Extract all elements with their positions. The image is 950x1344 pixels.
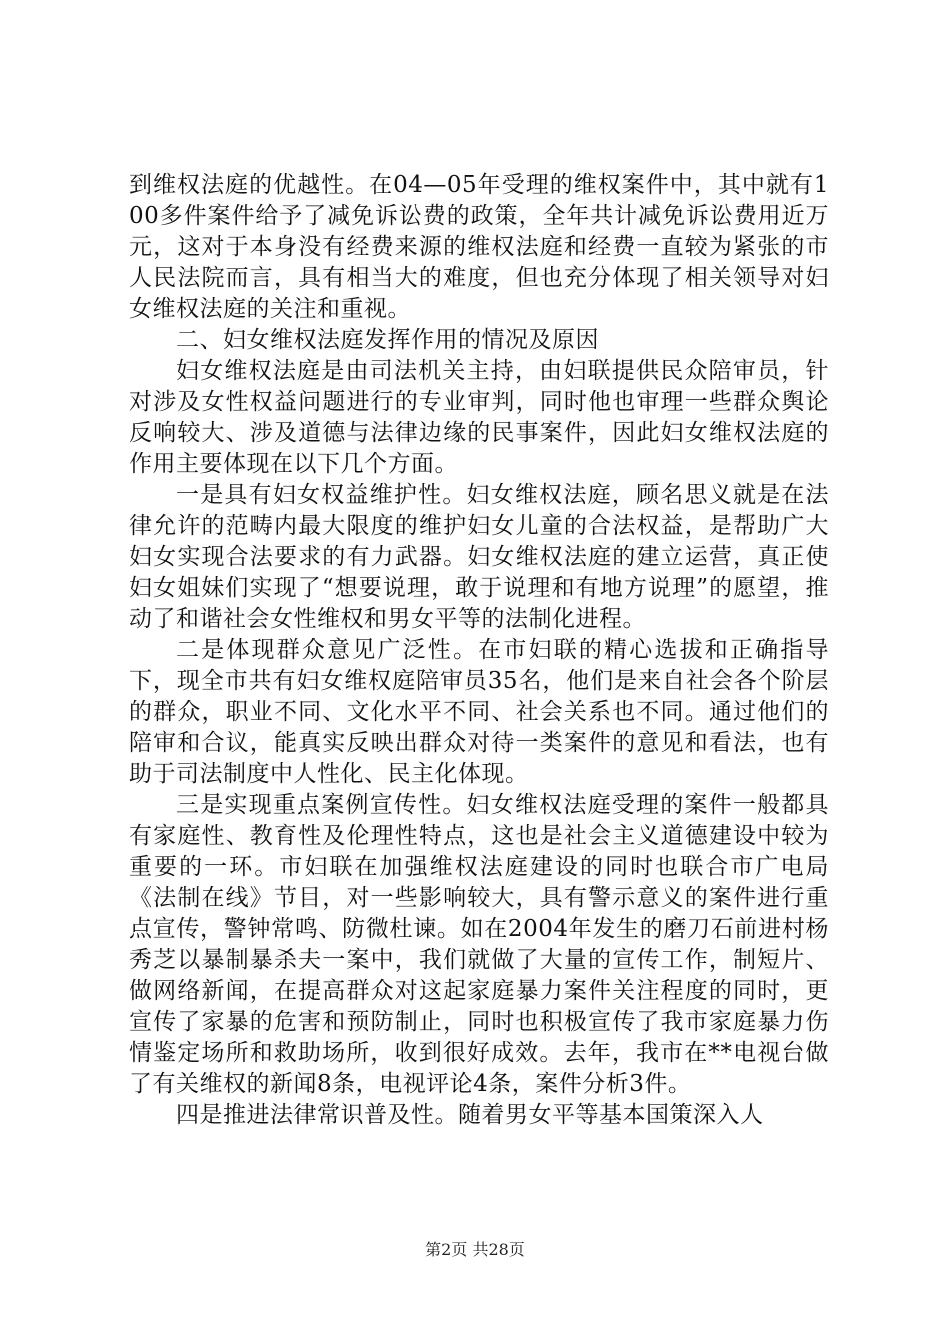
section-heading: 二、妇女维权法庭发挥作用的情况及原因 (176, 327, 599, 353)
paragraph-point-three: 三是实现重点案例宣传性。妇女维权法庭受理的案件一般都具有家庭性、教育性及伦理性特点，这也是社会主义道德建设中较为重要的一环。市妇联在加强维权法庭建设的同时也联合市广电局《法制在线》节目，对一些影响较大，具有警示意义的案件进行重点宣传，警钟常鸣、防微杜谏。如在2004年发生的磨刀石前进村杨秀芝以暴制暴杀夫一案中，我们就做了大量的宣传工作，制短片、做网络新闻，在提高群众对这起家庭暴力案件关注程度的同时，更宣传了家暴的危害和预防制止，同时也积极宣传了我市家庭暴力伤情鉴定场所和救助场所，收到很好成效。去年，我市在**电视台做了有关维权的新闻8条，电视评论4条，案件分析3件。 (129, 792, 829, 1097)
paragraph-point-two: 二是体现群众意见广泛性。在市妇联的精心选拔和正确指导下，现全市共有妇女维权庭陪审员35名，他们是来自社会各个阶层的群众，职业不同、文化水平不同、社会关系也不同。通过他们的陪审和合议，能真实反映出群众对待一类案件的意见和看法，也有助于司法制度中人性化、民主化体现。 (129, 637, 829, 787)
paragraph-point-four: 四是推进法律常识普及性。随着男女平等基本国策深入人 (176, 1102, 764, 1128)
paragraph-point-one: 一是具有妇女权益维护性。妇女维权法庭，顾名思义就是在法律允许的范畴内最大限度的维护妇女儿童的合法权益，是帮助广大妇女实现合法要求的有力武器。妇女维权法庭的建立运营，真正使妇女姐妹们实现了“想要说理，敢于说理和有地方说理”的愿望，推动了和谐社会女性维权和男女平等的法制化进程。 (129, 482, 829, 632)
paragraph-intro: 妇女维权法庭是由司法机关主持，由妇联提供民众陪审员，针对涉及女性权益问题进行的专业审判，同时他也审理一些群众舆论反响较大、涉及道德与法律边缘的民事案件，因此妇女维权法庭的作用主要体现在以下几个方面。 (129, 358, 829, 477)
document-body (129, 170, 829, 1131)
page-footer: 第2页 共28页 (425, 1240, 525, 1259)
paragraph-continuation: 到维权法庭的优越性。在04—05年受理的维权案件中，其中就有100多件案件给予了减免诉讼费的政策，全年共计减免诉讼费用近万元，这对于本身没有经费来源的维权法庭和经费一直较为紧张的市人民法院而言，具有相当大的难度，但也充分体现了相关领导对妇女维权法庭的关注和重视。 (129, 172, 829, 322)
